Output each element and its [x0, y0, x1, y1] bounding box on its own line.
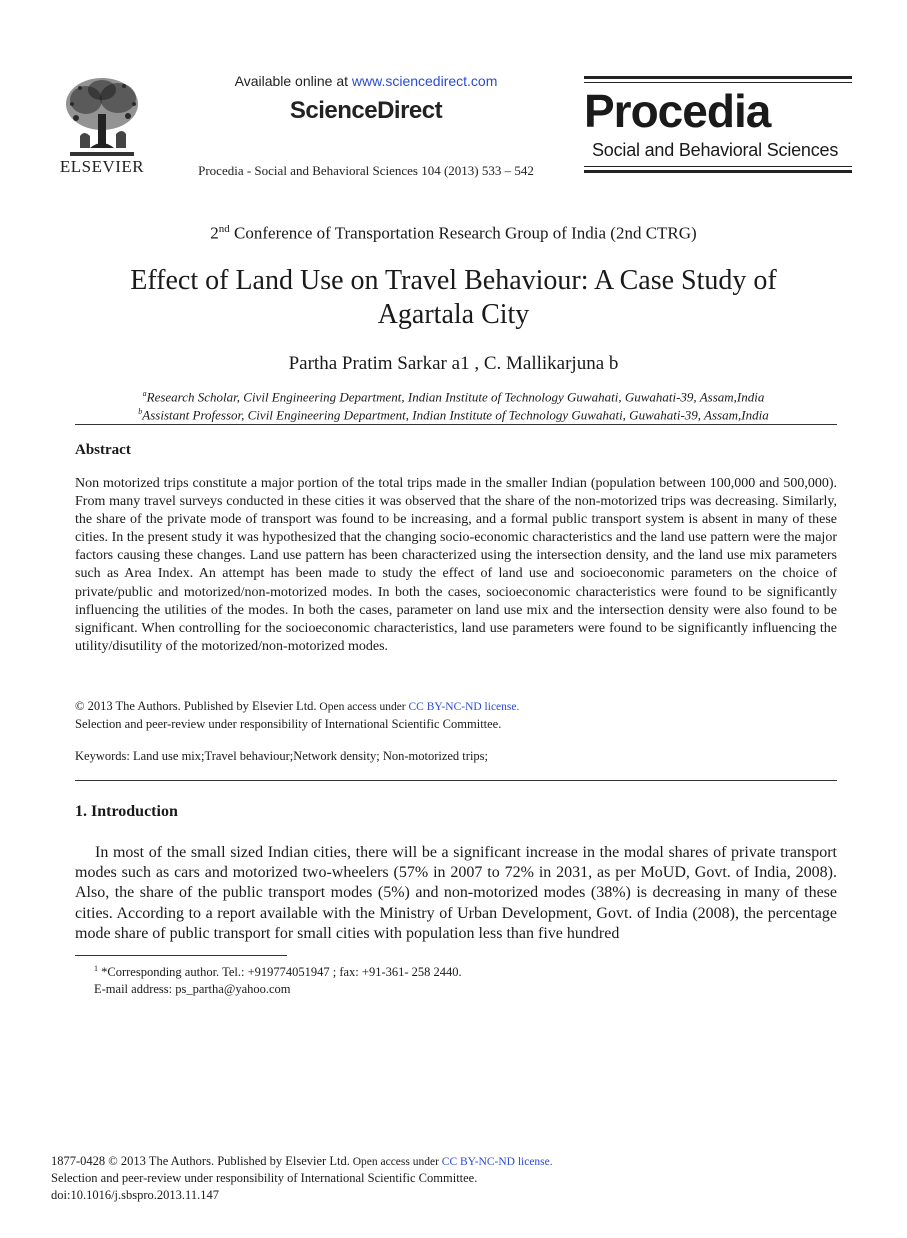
title-line-1: Effect of Land Use on Travel Behaviour: A Case Study of [130, 265, 777, 296]
affiliation-a [0, 389, 907, 405]
footnote-rule [75, 955, 287, 956]
authors: Partha Pratim Sarkar a1 , C. Mallikarjuna b [288, 353, 619, 374]
page-header [0, 0, 907, 200]
available-prefix: Available online at [234, 73, 352, 89]
sciencedirect-link[interactable]: www.sciencedirect.com [351, 73, 498, 89]
affiliation-mark: a [142, 389, 147, 398]
procedia-subtitle: Social and Behavioral Sciences [592, 140, 839, 160]
available-online [200, 73, 532, 89]
footnote-email: E-mail address: ps_partha@yahoo.com [94, 982, 291, 996]
procedia-brand: Procedia [584, 85, 771, 137]
footer-copyright [51, 1154, 553, 1169]
affiliation-b [0, 407, 907, 423]
procedia-rule [584, 82, 852, 83]
footer-license-link[interactable]: CC BY-NC-ND license. [441, 1156, 553, 1168]
abstract-heading: Abstract [75, 442, 131, 458]
keywords: Keywords: Land use mix;Travel behaviour;Network density; Non-motorized trips; [75, 749, 489, 763]
footer-issn: 1877-0428 © 2013 The Authors. Published by Elsevier Ltd. [51, 1154, 350, 1168]
license-link[interactable]: CC BY-NC-ND license. [408, 701, 520, 713]
title-line-2: Agartala City [377, 299, 530, 330]
conference-name: Conference of Transportation Research Group of India (2nd CTRG) [229, 223, 697, 243]
abstract-text: Non motorized trips constitute a major portion of the total trips made in the smaller Indian (population between 100,000 and 500,000). From many travel surveys conducted in these cities it was observed that the share of the non-motorized trips was decreasing. Similarly, the share of the private mode of transport was found to be increasing, and a formal public transport system is absent in many of these cities. In the present study it was hypothesized that the changing socio-economic characteristics and the land use pattern were the major factors causing these changes. Land use pattern has been characterized using the intersection density, and the land use mix parameters such as Area Index. An attempt has been made to study the effect of land use and socioeconomic parameters on the choice of private/public and motorized/non-motorized modes. In both the cases, socioeconomic characteristics were found to be significantly influencing the utilities of the modes. In both the cases, parameter on land use mix and the intersection density were also found to be significant. When controlling for the socioeconomic characteristics, land use parameters were found to be significantly influencing the utility/disutility of the motorized/non-motorized modes. [75, 476, 837, 654]
sciencedirect-title: ScienceDirect [289, 97, 443, 124]
footnote-text: *Corresponding author. Tel.: +919774051947 ; fax: +91-361- 258 2440. [98, 965, 462, 980]
procedia-rule [584, 76, 852, 79]
affiliation-mark: b [138, 407, 143, 416]
divider [75, 424, 837, 425]
elsevier-logo [56, 74, 148, 176]
footnote-corresponding [94, 964, 462, 980]
divider [75, 780, 837, 781]
copyright-text: © 2013 The Authors. Published by Elsevier Ltd. [75, 699, 317, 713]
introduction-heading: 1. Introduction [75, 803, 178, 820]
journal-citation: Procedia - Social and Behavioral Sciences 104 (2013) 533 – 542 [198, 163, 534, 178]
conference-line [0, 223, 907, 244]
elsevier-tree-icon [60, 74, 144, 158]
procedia-rule [584, 166, 852, 167]
procedia-logo [584, 74, 852, 174]
procedia-rule [584, 170, 852, 173]
footer-open-access: Open access under [349, 1156, 442, 1168]
paper-title [100, 264, 807, 332]
copyright-line [75, 699, 519, 714]
elsevier-wordmark: ELSEVIER [59, 157, 145, 176]
conference-ordinal: 2 [210, 223, 219, 243]
conference-sup: nd [218, 223, 230, 235]
affiliation-text: Research Scholar, Civil Engineering Department, Indian Institute of Technology Guwahati, Guwahati-39, Assam,India [146, 389, 765, 405]
introduction-text: In most of the small sized Indian cities, there will be a significant increase in the modal shares of private transport modes such as cars and motorized two-wheelers (57% in 2007 to 72% in 2031, as per MoUD, Govt. of India, 2008). Also, the share of the public transport modes (5%) and non-motorized modes (38%) is decreasing in many of these cities. According to a report available with the Ministry of Urban Development, Govt. of India (2008), the percentage mode share of public transport for small cities with population less than five hundred [75, 844, 837, 942]
footnote-mark: 1 [94, 964, 98, 973]
affiliation-text: Assistant Professor, Civil Engineering Department, Indian Institute of Technology Guwahati, Guwahati-39, Assam,India [142, 407, 769, 423]
footer-doi[interactable]: doi:10.1016/j.sbspro.2013.11.147 [51, 1188, 219, 1202]
peer-review-line: Selection and peer-review under responsibility of International Scientific Committee. [75, 717, 502, 731]
open-access-text: Open access under [316, 701, 409, 713]
footer-review: Selection and peer-review under responsibility of International Scientific Committee. [51, 1171, 478, 1185]
